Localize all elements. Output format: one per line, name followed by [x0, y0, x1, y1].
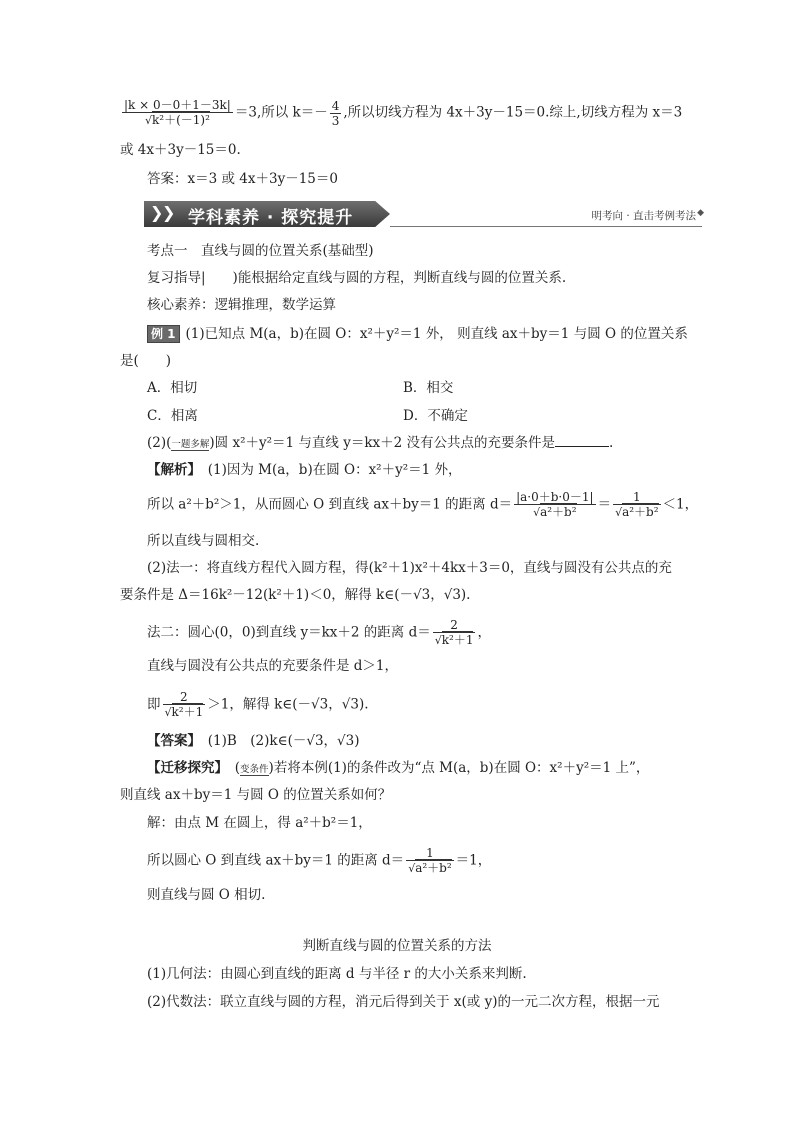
- chevron-right-icon: ❯: [162, 203, 176, 222]
- transfer-solution-3: 则直线与圆 O 相切.: [147, 887, 266, 903]
- method-2: 法二：圆心(0，0)到直线 y＝kx＋2 的距离 d＝ $\frac{2}{\text{√k²＋1}}$ ，: [147, 618, 491, 647]
- transfer-solution-2: 所以圆心 O 到直线 ax＋by＝1 的距离 d＝ $\frac{1}{\text{√a²＋b²}}$ ＝1，: [147, 846, 492, 875]
- chevron-right-icon: ❯: [150, 203, 164, 222]
- fraction-ineq: $\frac{2}{\text{√k²＋1}}$: [164, 690, 204, 719]
- multi-solution-tag: 一题多解: [171, 439, 210, 450]
- method-summary-1: (1)几何法：由圆心到直线的距离 d 与半径 r 的大小关系来判断.: [147, 966, 527, 982]
- fuxi-guide: 复习指导| )能根据给定直线与圆的方程，判断直线与圆的位置关系.: [147, 270, 567, 286]
- option-d: D．不确定: [403, 408, 468, 424]
- banner-title: 学科素养 · 探究提升: [188, 208, 354, 228]
- fraction-k: $\frac{4}{3}$: [331, 98, 340, 128]
- fraction-distance: $\frac{|a\cdot 0+b\cdot 0-1|}{\text{√a²＋b²}}$: [516, 490, 594, 519]
- method-summary-2: (2)代数法：联立直线与圆的方程，消元后得到关于 x(或 y)的一元二次方程，根据一元: [147, 994, 660, 1010]
- fraction-one: $\frac{1}{\text{√a²＋b²}}$: [615, 490, 659, 519]
- option-b: B．相交: [403, 380, 454, 396]
- method-2b: 直线与圆没有公共点的充要条件是 d＞1，: [147, 658, 399, 674]
- method-2c: 即 $\frac{2}{\text{√k²＋1}}$ ＞1，解得 k∈(－√3，√3).: [147, 690, 369, 719]
- variant-tag: 变条件: [240, 764, 269, 775]
- kaodian-heading: 考点一 直线与圆的位置关系(基础型): [147, 243, 374, 259]
- banner-subtitle: 明考向 · 直击考例考法: [591, 210, 696, 222]
- fraction: $\frac{|k \times 0-0+1-3k|}{\text{√k²＋(－1)²}}$: [124, 98, 231, 127]
- transfer-solution-1: 解：由点 M 在圆上，得 a²＋b²＝1，: [147, 815, 372, 831]
- answer-line: 【答案】 (1)B (2)k∈(－√3，√3): [147, 733, 360, 749]
- top-line-2: 或 4x＋3y－15＝0.: [120, 142, 241, 158]
- example-badge: 例 1: [147, 325, 180, 343]
- solution-3: 所以直线与圆相交.: [147, 533, 260, 549]
- answer-blank: [555, 434, 609, 447]
- solution-1: 【解析】 (1)因为 M(a，b)在圆 O：x²＋y²＝1 外，: [147, 462, 462, 478]
- fraction-d: $\frac{2}{\text{√k²＋1}}$: [434, 618, 474, 647]
- core-literacy: 核心素养：逻辑推理，数学运算: [147, 297, 336, 313]
- method-1b: 要条件是 Δ＝16k²－12(k²＋1)＜0，解得 k∈(－√3，√3).: [120, 587, 471, 603]
- method-1a: (2)法一：将直线方程代入圆方程，得(k²＋1)x²＋4kx＋3＝0，直线与圆没有公共点的充: [147, 560, 672, 576]
- section-banner: [144, 199, 704, 231]
- method-title: 判断直线与圆的位置关系的方法: [302, 938, 492, 954]
- solution-2: 所以 a²＋b²＞1，从而圆心 O 到直线 ax＋by＝1 的距离 d＝ $\frac{|a\cdot 0+b\cdot 0-1|}{\text{√a²＋b²}}$ ＝ $\frac{1}{\text{√a²＋b²}}$ ＜1，: [147, 490, 699, 519]
- top-answer: 答案：x＝3 或 4x＋3y－15＝0: [147, 171, 338, 187]
- option-c: C．相离: [147, 408, 198, 424]
- transfer-question-2: 则直线 ax＋by＝1 与圆 O 的位置关系如何？: [120, 787, 392, 803]
- option-a: A．相切: [147, 380, 198, 396]
- transfer-question: 【迁移探究】 (变条件)若将本例(1)的条件改为“点 M(a，b)在圆 O：x²＋y²＝1 上”，: [147, 760, 650, 776]
- banner-divider: [390, 226, 702, 227]
- top-line-1: $\frac{|k \times 0-0+1-3k|}{\text{√k²＋(－1)²}}$ ＝3,所以 k＝－ $\frac{4}{3}$ ,所以切线方程为 4x＋3y－15＝0.综上,切线方程为 x＝3: [124, 98, 683, 128]
- example-question-1: 例 1 (1)已知点 M(a，b)在圆 O：x²＋y²＝1 外， 则直线 ax＋by＝1 与圆 O 的位置关系: [147, 324, 688, 344]
- fraction-tangent: $\frac{1}{\text{√a²＋b²}}$: [408, 846, 452, 875]
- example-question-1b: 是( ): [120, 353, 172, 369]
- example-question-2: (2)(一题多解)圆 x²＋y²＝1 与直线 y＝kx＋2 没有公共点的充要条件是 .: [147, 435, 614, 451]
- diamond-icon: ◆: [697, 208, 704, 218]
